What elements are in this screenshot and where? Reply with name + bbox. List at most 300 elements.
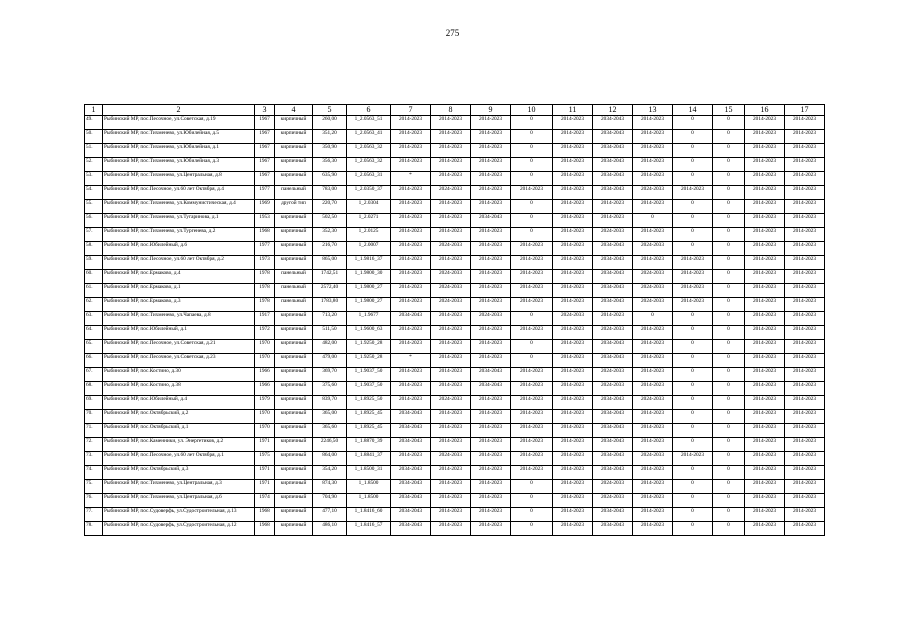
table-cell: 2014-2023 (633, 326, 673, 340)
table-cell: 2014-2023 (745, 158, 785, 172)
table-cell: 0 (673, 368, 713, 382)
address-cell: Рыбинский МР, пос.Октябрьский, д.1 (103, 424, 255, 438)
table-cell: 1_1.9816_37 (347, 256, 391, 270)
table-cell: 0 (673, 144, 713, 158)
table-cell: 2024-2033 (633, 298, 673, 312)
table-row (85, 228, 825, 242)
table-cell: 2014-2023 (633, 116, 673, 130)
table-cell: 2034-2043 (593, 508, 633, 522)
table-cell: 2014-2023 (431, 410, 471, 424)
table-cell: 0 (673, 158, 713, 172)
column-header: 11 (553, 105, 593, 116)
table-cell: 2014-2023 (673, 452, 713, 466)
column-header: 15 (713, 105, 745, 116)
table-cell: кирпичный (275, 480, 313, 494)
table-cell: 2014-2023 (553, 256, 593, 270)
table-cell: кирпичный (275, 522, 313, 536)
table-cell: 2014-2023 (471, 494, 511, 508)
table-cell: * (391, 172, 431, 186)
table-cell: 2034-2043 (593, 172, 633, 186)
table-cell: 0 (673, 508, 713, 522)
table-cell: 482,00 (313, 340, 347, 354)
address-cell: Рыбинский МР, пос.Тихменево, ул.Коммунистическая, д.4 (103, 200, 255, 214)
table-cell: 2014-2023 (785, 270, 825, 284)
table-cell: 2014-2023 (391, 228, 431, 242)
table-cell: 2014-2023 (745, 494, 785, 508)
table-cell: 2014-2023 (391, 452, 431, 466)
table-cell: 2014-2023 (745, 382, 785, 396)
address-cell: Рыбинский МР, пос.Тихменево, ул.Центральная, д.8 (103, 172, 255, 186)
table-cell: кирпичный (275, 242, 313, 256)
table-cell: 2024-2033 (431, 396, 471, 410)
table-cell: 2024-2033 (593, 480, 633, 494)
row-number: 53. (85, 172, 103, 186)
table-cell: 635,90 (313, 172, 347, 186)
table-cell: 1967 (255, 158, 275, 172)
table-cell: 2014-2023 (553, 396, 593, 410)
table-cell: 2014-2023 (471, 522, 511, 536)
table-cell: 2034-2043 (593, 522, 633, 536)
table-cell: 0 (713, 368, 745, 382)
table-cell: 2014-2023 (745, 452, 785, 466)
table-cell: 0 (713, 172, 745, 186)
address-cell: Рыбинский МР, пос.Песочное, ул.Советская, д.23 (103, 354, 255, 368)
table-cell: 2014-2023 (593, 312, 633, 326)
table-cell: 2014-2023 (391, 340, 431, 354)
row-number: 51. (85, 144, 103, 158)
table-cell: 2014-2023 (553, 326, 593, 340)
table-cell: 2014-2023 (471, 466, 511, 480)
table-cell: 2014-2023 (745, 200, 785, 214)
table-cell: 2014-2023 (745, 116, 785, 130)
table-cell: 2014-2023 (391, 116, 431, 130)
table-cell: 0 (511, 508, 553, 522)
row-number: 63. (85, 312, 103, 326)
table-cell: 2034-2043 (593, 410, 633, 424)
table-cell: 2014-2023 (785, 214, 825, 228)
table-cell: 2034-2043 (391, 424, 431, 438)
table-cell: 2014-2023 (471, 130, 511, 144)
table-cell: 0 (713, 116, 745, 130)
table-cell: 2014-2023 (553, 466, 593, 480)
table-cell: 2014-2023 (745, 354, 785, 368)
table-row (85, 396, 825, 410)
table-cell: 2034-2043 (593, 144, 633, 158)
table-cell: другой тип (275, 200, 313, 214)
row-number: 58. (85, 242, 103, 256)
table-cell: 2014-2023 (633, 144, 673, 158)
table-cell: 2034-2043 (391, 410, 431, 424)
table-cell: 0 (713, 130, 745, 144)
column-header: 5 (313, 105, 347, 116)
address-cell: Рыбинский МР, пос.Тихменево, ул.Юбилейная, д.3 (103, 158, 255, 172)
table-cell: 2014-2023 (553, 186, 593, 200)
table-cell: 2014-2023 (745, 466, 785, 480)
address-cell: Рыбинский МР, пос.Тихменево, ул.Юбилейная, д.1 (103, 144, 255, 158)
table-cell: 2014-2023 (471, 340, 511, 354)
table-cell: 0 (673, 130, 713, 144)
table-cell: 2014-2023 (391, 130, 431, 144)
table-cell: 1977 (255, 186, 275, 200)
table-cell: 2014-2023 (553, 214, 593, 228)
table-cell: 2014-2023 (431, 340, 471, 354)
address-cell: Рыбинский МР, пос.Октябрьский, д.2 (103, 410, 255, 424)
table-cell: кирпичный (275, 228, 313, 242)
table-cell: 2014-2023 (785, 382, 825, 396)
table-cell: 2014-2023 (511, 438, 553, 452)
row-number: 76. (85, 494, 103, 508)
table-cell: 2014-2023 (633, 368, 673, 382)
table-cell: 2014-2023 (391, 242, 431, 256)
table-cell: 2014-2023 (471, 396, 511, 410)
table-row (85, 270, 825, 284)
table-cell: 2034-2043 (593, 284, 633, 298)
table-cell: 0 (511, 200, 553, 214)
table-cell: 2014-2023 (633, 228, 673, 242)
table-cell: 1_1.9800_27 (347, 284, 391, 298)
table-cell: 1_2.0563_32 (347, 158, 391, 172)
table-cell: 2014-2023 (553, 172, 593, 186)
table-cell: 2014-2023 (511, 396, 553, 410)
table-cell: 2034-2043 (593, 242, 633, 256)
table-cell: 2014-2023 (633, 382, 673, 396)
table-cell: 0 (673, 214, 713, 228)
table-cell: 2014-2023 (431, 494, 471, 508)
row-number: 59. (85, 256, 103, 270)
table-cell: 1979 (255, 396, 275, 410)
table-cell: 865,00 (313, 256, 347, 270)
table-cell: 2014-2023 (511, 466, 553, 480)
row-number: 70. (85, 410, 103, 424)
column-header: 3 (255, 105, 275, 116)
table-cell: 0 (673, 354, 713, 368)
table-cell: 2014-2023 (745, 228, 785, 242)
table-cell: 0 (511, 354, 553, 368)
table-cell: 1_1.9037_50 (347, 368, 391, 382)
table-cell: 2014-2023 (511, 424, 553, 438)
table-cell: 0 (713, 270, 745, 284)
row-number: 71. (85, 424, 103, 438)
housing-repair-table (84, 104, 825, 536)
table-cell: 2014-2023 (785, 284, 825, 298)
row-number: 67. (85, 368, 103, 382)
table-cell: 2014-2023 (431, 200, 471, 214)
table-cell: 2014-2023 (553, 116, 593, 130)
table-cell: кирпичный (275, 410, 313, 424)
address-cell: Рыбинский МР, пос.Тихменево, ул.Тургенева, д.2 (103, 228, 255, 242)
table-cell: 0 (673, 480, 713, 494)
row-number: 73. (85, 452, 103, 466)
table-cell: 1_1.8841_37 (347, 452, 391, 466)
table-row (85, 144, 825, 158)
table-cell: 2014-2023 (633, 508, 673, 522)
table-cell: 1974 (255, 494, 275, 508)
table-cell: 1_1.8870_39 (347, 438, 391, 452)
table-cell: 0 (673, 410, 713, 424)
address-cell: Рыбинский МР, пос.Тихменево, ул.Тугаринова, д.1 (103, 214, 255, 228)
table-cell: 2014-2023 (431, 438, 471, 452)
table-cell: 0 (713, 284, 745, 298)
table-cell: 2014-2023 (745, 396, 785, 410)
address-cell: Рыбинский МР, пос.Судоверфь, ул.Судостроительная, д.12 (103, 522, 255, 536)
table-cell: 2014-2023 (785, 298, 825, 312)
table-cell: 2034-2043 (391, 522, 431, 536)
table-cell: 2014-2023 (785, 508, 825, 522)
table-cell: кирпичный (275, 116, 313, 130)
table-cell: 2034-2043 (471, 214, 511, 228)
row-number: 57. (85, 228, 103, 242)
table-row (85, 298, 825, 312)
table-cell: 2014-2023 (511, 452, 553, 466)
table-cell: 704,90 (313, 494, 347, 508)
table-cell: 2014-2023 (785, 228, 825, 242)
table-cell: 2014-2023 (785, 368, 825, 382)
table-cell: кирпичный (275, 494, 313, 508)
table-cell: 0 (713, 186, 745, 200)
row-number: 50. (85, 130, 103, 144)
table-row (85, 480, 825, 494)
column-header: 16 (745, 105, 785, 116)
table-cell: кирпичный (275, 396, 313, 410)
table-cell: 2014-2023 (745, 256, 785, 270)
table-cell: 1970 (255, 410, 275, 424)
table-cell: 1_1.9600_63 (347, 326, 391, 340)
table-cell: 2014-2023 (471, 270, 511, 284)
table-row (85, 214, 825, 228)
table-cell: 2014-2023 (431, 522, 471, 536)
table-cell: 1971 (255, 466, 275, 480)
table-cell: 2014-2023 (553, 340, 593, 354)
table-cell: 2024-2033 (633, 452, 673, 466)
table-cell: 2014-2023 (785, 172, 825, 186)
table-cell: 1970 (255, 354, 275, 368)
table-cell: кирпичный (275, 368, 313, 382)
table-cell: 2014-2023 (785, 522, 825, 536)
table-cell: 0 (673, 382, 713, 396)
table-cell: кирпичный (275, 466, 313, 480)
row-number: 69. (85, 396, 103, 410)
table-cell: 2034-2043 (593, 438, 633, 452)
table-cell: 0 (713, 382, 745, 396)
row-number: 66. (85, 354, 103, 368)
table-cell: 1967 (255, 130, 275, 144)
table-cell: 2014-2023 (633, 200, 673, 214)
row-number: 65. (85, 340, 103, 354)
table-cell: 0 (673, 312, 713, 326)
table-cell: 2024-2033 (431, 270, 471, 284)
table-cell: 1_2.0563_32 (347, 144, 391, 158)
table-cell: 0 (673, 326, 713, 340)
table-cell: панельный (275, 284, 313, 298)
table-cell: 216,70 (313, 242, 347, 256)
table-cell: 2014-2023 (431, 256, 471, 270)
table-cell: 1_1.8925_45 (347, 410, 391, 424)
table-cell: 1_2.0125 (347, 228, 391, 242)
table-cell: 1_1.8500_31 (347, 466, 391, 480)
table-cell: 2024-2033 (431, 298, 471, 312)
table-cell: 2014-2023 (431, 508, 471, 522)
table-cell: 2014-2023 (553, 522, 593, 536)
table-cell: 2024-2033 (593, 326, 633, 340)
table-cell: 2014-2023 (673, 284, 713, 298)
table-cell: 2014-2023 (391, 382, 431, 396)
table-cell: 2014-2023 (391, 214, 431, 228)
table-cell: 2034-2043 (593, 424, 633, 438)
table-cell: 2034-2043 (593, 452, 633, 466)
table-cell: 864,00 (313, 452, 347, 466)
table-cell: 713,20 (313, 312, 347, 326)
table-cell: 2014-2023 (745, 522, 785, 536)
table-cell: 2014-2023 (511, 242, 553, 256)
table-cell: 2014-2023 (431, 382, 471, 396)
table-row (85, 494, 825, 508)
table-cell: 0 (511, 228, 553, 242)
table-cell: 0 (713, 144, 745, 158)
table-row (85, 410, 825, 424)
address-cell: Рыбинский МР, пос.Костино, д.30 (103, 368, 255, 382)
table-cell: 2014-2023 (391, 144, 431, 158)
table-row (85, 354, 825, 368)
table-cell: 2014-2023 (745, 298, 785, 312)
table-cell: 2014-2023 (553, 298, 593, 312)
table-cell: 2014-2023 (633, 424, 673, 438)
table-cell: 2014-2023 (471, 284, 511, 298)
table-cell: 2014-2023 (391, 270, 431, 284)
table-cell: 0 (633, 312, 673, 326)
table-cell: 2014-2023 (471, 256, 511, 270)
table-cell: 0 (673, 340, 713, 354)
table-cell: 2014-2023 (431, 130, 471, 144)
table-cell: 2014-2023 (673, 256, 713, 270)
table-cell: 0 (673, 228, 713, 242)
table-row (85, 382, 825, 396)
table-cell: 1_2.0304 (347, 200, 391, 214)
table-cell: 2014-2023 (673, 298, 713, 312)
table-cell: 1_1.9800_30 (347, 270, 391, 284)
table-row (85, 368, 825, 382)
table-cell: 1_1.9677 (347, 312, 391, 326)
table-cell: 2024-2033 (553, 312, 593, 326)
table-cell: 1_1.8416_60 (347, 508, 391, 522)
column-header: 12 (593, 105, 633, 116)
table-cell: 2014-2023 (431, 312, 471, 326)
table-cell: кирпичный (275, 256, 313, 270)
table-cell: 2014-2023 (431, 144, 471, 158)
table-cell: 2014-2023 (745, 144, 785, 158)
table-cell: 2014-2023 (391, 158, 431, 172)
table-cell: 2014-2023 (633, 438, 673, 452)
table-row (85, 340, 825, 354)
table-cell: 2014-2023 (511, 256, 553, 270)
table-cell: 2014-2023 (471, 480, 511, 494)
table-cell: кирпичный (275, 382, 313, 396)
table-row (85, 186, 825, 200)
table-cell: 2014-2023 (431, 116, 471, 130)
table-cell: 2034-2043 (593, 130, 633, 144)
address-cell: Рыбинский МР, пос.Ермаково, д.4 (103, 270, 255, 284)
table-cell: 2014-2023 (553, 480, 593, 494)
table-cell: 2014-2023 (391, 396, 431, 410)
table-cell: 0 (511, 494, 553, 508)
table-cell: 1_2.0563_41 (347, 130, 391, 144)
table-cell: 0 (713, 396, 745, 410)
column-header: 6 (347, 105, 391, 116)
table-cell: 0 (713, 326, 745, 340)
table-cell: 2014-2023 (391, 200, 431, 214)
table-cell: 839,70 (313, 396, 347, 410)
table-cell: 354,20 (313, 466, 347, 480)
table-cell: 2024-2033 (593, 228, 633, 242)
table-cell: 0 (713, 508, 745, 522)
table-cell: 0 (713, 340, 745, 354)
table-cell: 2014-2023 (633, 494, 673, 508)
table-cell: 1_1.9250_28 (347, 354, 391, 368)
table-cell: кирпичный (275, 172, 313, 186)
table-cell: 1953 (255, 214, 275, 228)
table-cell: 2014-2023 (391, 186, 431, 200)
column-header: 10 (511, 105, 553, 116)
table-cell: 2034-2043 (593, 116, 633, 130)
column-header: 7 (391, 105, 431, 116)
table-cell: 375,60 (313, 382, 347, 396)
table-row (85, 116, 825, 130)
address-cell: Рыбинский МР, пос.Юбилейный, д.4 (103, 396, 255, 410)
table-cell: 2014-2023 (471, 326, 511, 340)
address-cell: Рыбинский МР, пос.Песочное, ул.Советская, д.21 (103, 340, 255, 354)
table-cell: 1970 (255, 424, 275, 438)
address-cell: Рыбинский МР, пос.Каменники, ул. Энергетиков, д.2 (103, 438, 255, 452)
table-cell: 1978 (255, 284, 275, 298)
table-cell: 2014-2023 (745, 172, 785, 186)
table-cell: 2014-2023 (785, 438, 825, 452)
table-cell: 2014-2023 (431, 326, 471, 340)
table-cell: 1742,51 (313, 270, 347, 284)
table-cell: 2014-2023 (745, 340, 785, 354)
table-cell: 2014-2023 (471, 452, 511, 466)
table-cell: 0 (713, 214, 745, 228)
table-row (85, 130, 825, 144)
address-cell: Рыбинский МР, пос.Судоверфь, ул.Судостроительная, д.13 (103, 508, 255, 522)
table-cell: 2024-2033 (633, 396, 673, 410)
row-number: 74. (85, 466, 103, 480)
table-cell: 2034-2043 (593, 466, 633, 480)
table-cell: 1_2.0350_37 (347, 186, 391, 200)
column-header: 13 (633, 105, 673, 116)
table-cell: * (391, 354, 431, 368)
table-cell: 351,20 (313, 130, 347, 144)
row-number: 78. (85, 522, 103, 536)
table-cell: 0 (713, 466, 745, 480)
table-cell: 1971 (255, 438, 275, 452)
table-cell: 2014-2023 (511, 298, 553, 312)
table-cell: 0 (511, 130, 553, 144)
table-cell: 2014-2023 (785, 340, 825, 354)
table-cell: 2014-2023 (745, 368, 785, 382)
row-number: 61. (85, 284, 103, 298)
table-cell: 2014-2023 (633, 256, 673, 270)
table-cell: 2014-2023 (391, 368, 431, 382)
table-cell: 0 (713, 228, 745, 242)
table-cell: 2014-2023 (745, 508, 785, 522)
table-cell: 2014-2023 (633, 522, 673, 536)
row-number: 52. (85, 158, 103, 172)
table-cell: 2014-2023 (553, 508, 593, 522)
table-cell: 0 (673, 494, 713, 508)
table-row (85, 452, 825, 466)
table-cell: 2014-2023 (471, 200, 511, 214)
table-cell: кирпичный (275, 144, 313, 158)
table-cell: 0 (713, 200, 745, 214)
